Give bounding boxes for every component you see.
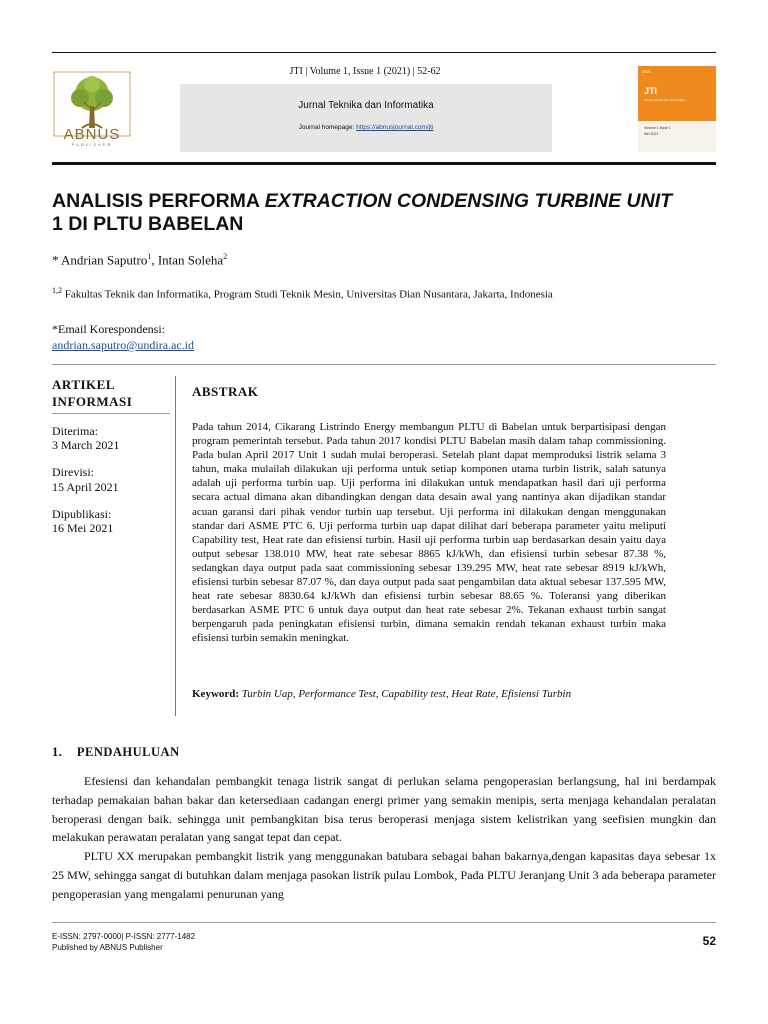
info-top-rule [52, 364, 716, 365]
author-list [52, 252, 227, 268]
homepage-label: Journal homepage: [298, 124, 355, 131]
homepage-link[interactable]: https://abnusjournal.com/jti [356, 124, 434, 131]
email-link[interactable]: andrian.saputro@undira.ac.id [52, 338, 195, 352]
cover-title: JTI [644, 86, 658, 96]
abstract-heading: ABSTRAK [192, 384, 259, 399]
keyword-label: Keyword: [192, 688, 240, 700]
section-heading: 1. PENDAHULUAN [52, 745, 180, 759]
logo-wordmark: ABNUS [63, 126, 121, 143]
column-divider [175, 376, 176, 716]
info-heading-line-2: INFORMASI [52, 394, 133, 409]
keywords [192, 688, 666, 700]
revised-date: 15 April 2021 [52, 480, 119, 494]
info-heading-line-1: ARTIKEL [52, 377, 116, 392]
revised-label: Direvisi: [52, 465, 94, 479]
article-info-heading [52, 376, 172, 410]
title-italic: EXTRACTION CONDENSING TURBINE UNIT [264, 190, 673, 212]
page-number: 52 [702, 934, 716, 948]
affiliation-text: Fakultas Teknik dan Informatika, Program Studi Teknik Mesin, Universitas Dian Nusantara, Jakarta, Indonesia [64, 288, 553, 301]
logo-subtext: PUBLISHER [71, 142, 113, 147]
journal-volume-line: JTI | Volume 1, Issue 1 (2021) | 52-62 [289, 66, 441, 77]
author-1-sup: 1 [147, 252, 152, 261]
top-rule [52, 52, 716, 53]
affiliation [52, 286, 553, 301]
issn: E-ISSN: 2797-0000| P-ISSN: 2777-1482 [52, 932, 196, 941]
cover-volume: Volume 1 Issue 1 [644, 126, 671, 130]
article-title [52, 190, 732, 236]
info-heading-rule [52, 413, 170, 414]
cover-date: Mei 2021 [644, 132, 659, 136]
cover-subtitle: Jurnal Teknika dan Informatika [644, 98, 685, 102]
footer-rule [52, 922, 716, 923]
published-label: Dipublikasi: [52, 507, 112, 521]
email-label: *Email Korespondensi: [52, 322, 165, 336]
author-1: * Andrian Saputro [52, 252, 148, 268]
received-label: Diterima: [52, 424, 98, 438]
keyword-list: Turbin Uap, Performance Test, Capability test, Heat Rate, Efisiensi Turbin [241, 688, 572, 700]
journal-homepage [180, 124, 552, 131]
journal-name: Jurnal Teknika dan Informatika [298, 100, 434, 111]
journal-cover-thumbnail [638, 66, 716, 152]
paragraph-1: Efesiensi dan kehandalan pembangkit tenaga listrik sangat di perlukan selama pengoperasian berlangsung, hal ini berdampak terhadap pemakaian bahan bakar dan ketersediaan cadangan energi primer yang semakin menipis, serta menjaga kehandalan peralatan beroperasi dengan baik. sehingga unit pembangkitan bisa terus beroperasi menjaga sistem kelistrikan yang seefisien mungkin dan melakukan perawatan peralatan yang sangat tepat dan cepat. [52, 774, 716, 845]
abstract-text: Pada tahun 2014, Cikarang Listrindo Energy membangun PLTU di Babelan untuk berpartisipasi dengan program pemerintah tersebut. Pada tahun 2017 kondisi PLTU Babelan masih dalam tahap commissioning. Pada bulan April 2017 Unit 1 sudah mulai beroperasi. Setelah plant dapat memproduksi listrik selama 3 tahun, maka mulailah dilakukan uji performa untuk setiap komponen utama turbin listrik, salah satunya adalah uji performa turbin uap. Uji performa ini dilakukan untuk mendapatkan hasil dari uji performa secara actual dimana akan dibandingkan dengan data desain awal yang nantinya akan dijadikan standar acuan garansi dari pihak vendor turbin uap tersebut. Uji performa ini dilakukan dengan menggunakan standar dari ASME PTC 6. Uji performa turbin uap dapat dilihat dari beberapa parameter yaitu meliputi Capability test, Heat rate dan efisiensi turbin. Hasil uji performa turbin uap berdasarkan desain yaitu daya output sebesar 138.010 MW, heat rate sebesar 8865 kJ/kWh, dan efisiensi turbin sebesar 87.38 %, sedangkan daya output pada saat commissioning sebesar 139.295 MW, heat rate sebesar 8919 kJ/kWh, efisiensi turbin sebesar 87.07 %, dan daya output pada saat pengambilan data aktual sebesar 137.595 MW, heat rate sebesar 8830.64 kJ/kWh dan efisiensi turbin sebesar 88.65 %. Toleransi yang diberikan berdasarkan ASME PTC 6 untuk daya output dan heat rate sebesar 2%. Tekanan exhaust turbin sangat berpengaruh pada peningkatan efisiensi turbin, dimana semakin rendah tekanan exhaust turbin maka efisiensi turbin semakin meningkat. [192, 421, 666, 645]
section-body [52, 772, 716, 904]
title-part-2: 1 DI PLTU BABELAN [52, 213, 244, 235]
author-2-sup: 2 [223, 252, 228, 261]
cover-bottom-panel [638, 121, 716, 152]
cover-top-text: 2021 [642, 69, 651, 74]
published-date: 16 Mei 2021 [52, 521, 114, 535]
journal-header-box [180, 84, 552, 152]
publisher: Published by ABNUS Publisher [52, 942, 163, 952]
paragraph-2: PLTU XX merupakan pembangkit listrik yang menggunakan batubara sebagai bahan bakarnya,dengan kapasitas daya sebesar 1x 25 MW, sehingga sangat di butuhkan dalam menjaga pasokan listrik pulau Lombok, Pada PLTU Jeranjang Unit 3 ada beberapa parameter pengoperasian yang mengalami penurunan yang [52, 849, 716, 901]
footer-info [52, 932, 195, 953]
title-part-1: ANALISIS PERFORMA [52, 190, 265, 212]
header-thick-rule [52, 162, 716, 165]
author-2: , Intan Soleha [151, 252, 224, 268]
received-date: 3 March 2021 [52, 438, 120, 452]
affiliation-sup: 1,2 [52, 286, 62, 295]
